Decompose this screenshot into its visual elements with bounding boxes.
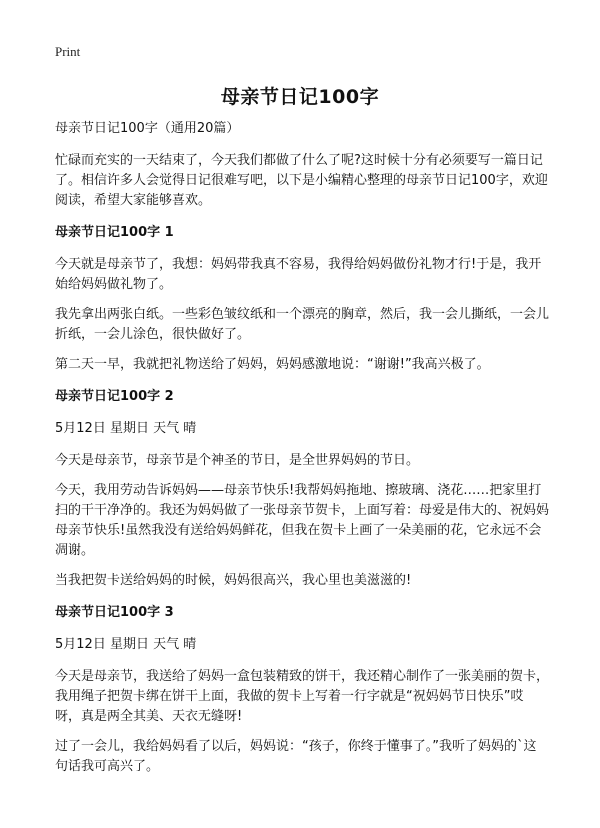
- section-3-paragraph-1: 今天是母亲节，我送给了妈妈一盒包装精致的饼干，我还精心制作了一张美丽的贺卡，我用绳子把贺卡绑在饼干上面，我做的贺卡上写着一行字就是“祝妈妈节日快乐”哎呀，真是两全其美、天衣无缝呀!: [55, 669, 550, 724]
- section-2-paragraph-3: 当我把贺卡送给妈妈的时候，妈妈很高兴，我心里也美滋滋的!: [55, 573, 412, 588]
- article-subtitle: 母亲节日记100字（通用20篇）: [55, 121, 240, 136]
- print-link[interactable]: Print: [55, 44, 81, 59]
- section-heading-1: 母亲节日记100字 1: [55, 225, 174, 240]
- section-1-paragraph-1: 今天就是母亲节了，我想：妈妈带我真不容易，我得给妈妈做份礼物才行!于是，我开始给妈妈做礼物了。: [55, 257, 542, 292]
- section-3-dateline: 5月12日 星期日 天气 晴: [55, 637, 197, 652]
- section-3-paragraph-2: 过了一会儿，我给妈妈看了以后，妈妈说：“孩子，你终于懂事了。”我听了妈妈的`这句话我可高兴了。: [55, 739, 537, 774]
- intro-paragraph: 忙碌而充实的一天结束了，今天我们都做了什么了呢?这时候十分有必须要写一篇日记了。相信许多人会觉得日记很难写吧，以下是小编精心整理的母亲节日记100字，欢迎阅读，希望大家能够喜欢。: [55, 153, 548, 208]
- article-body: [55, 119, 549, 787]
- section-2-dateline: 5月12日 星期日 天气 晴: [55, 421, 197, 436]
- section-2-paragraph-2: 今天，我用劳动告诉妈妈——母亲节快乐!我帮妈妈拖地、擦玻璃、浇花……把家里打扫的干干净净的。我还为妈妈做了一张母亲节贺卡，上面写着：母爱是伟大的、祝妈妈母亲节快乐!虽然我没有送给妈妈鲜花，但我在贺卡上画了一朵美丽的花，它永远不会凋谢。: [55, 483, 550, 558]
- section-heading-3: 母亲节日记100字 3: [55, 605, 174, 620]
- section-1-paragraph-2: 我先拿出两张白纸。一些彩色皱纹纸和一个漂亮的胸章，然后，我一会儿撕纸，一会儿折纸，一会儿涂色，很快做好了。: [55, 307, 550, 342]
- page-title: 母亲节日记100字: [220, 86, 380, 108]
- section-2-paragraph-1: 今天是母亲节，母亲节是个神圣的节日，是全世界妈妈的节日。: [55, 453, 420, 468]
- section-heading-2: 母亲节日记100字 2: [55, 389, 174, 404]
- section-1-paragraph-3: 第二天一早，我就把礼物送给了妈妈，妈妈感激地说：“谢谢!”我高兴极了。: [55, 357, 490, 372]
